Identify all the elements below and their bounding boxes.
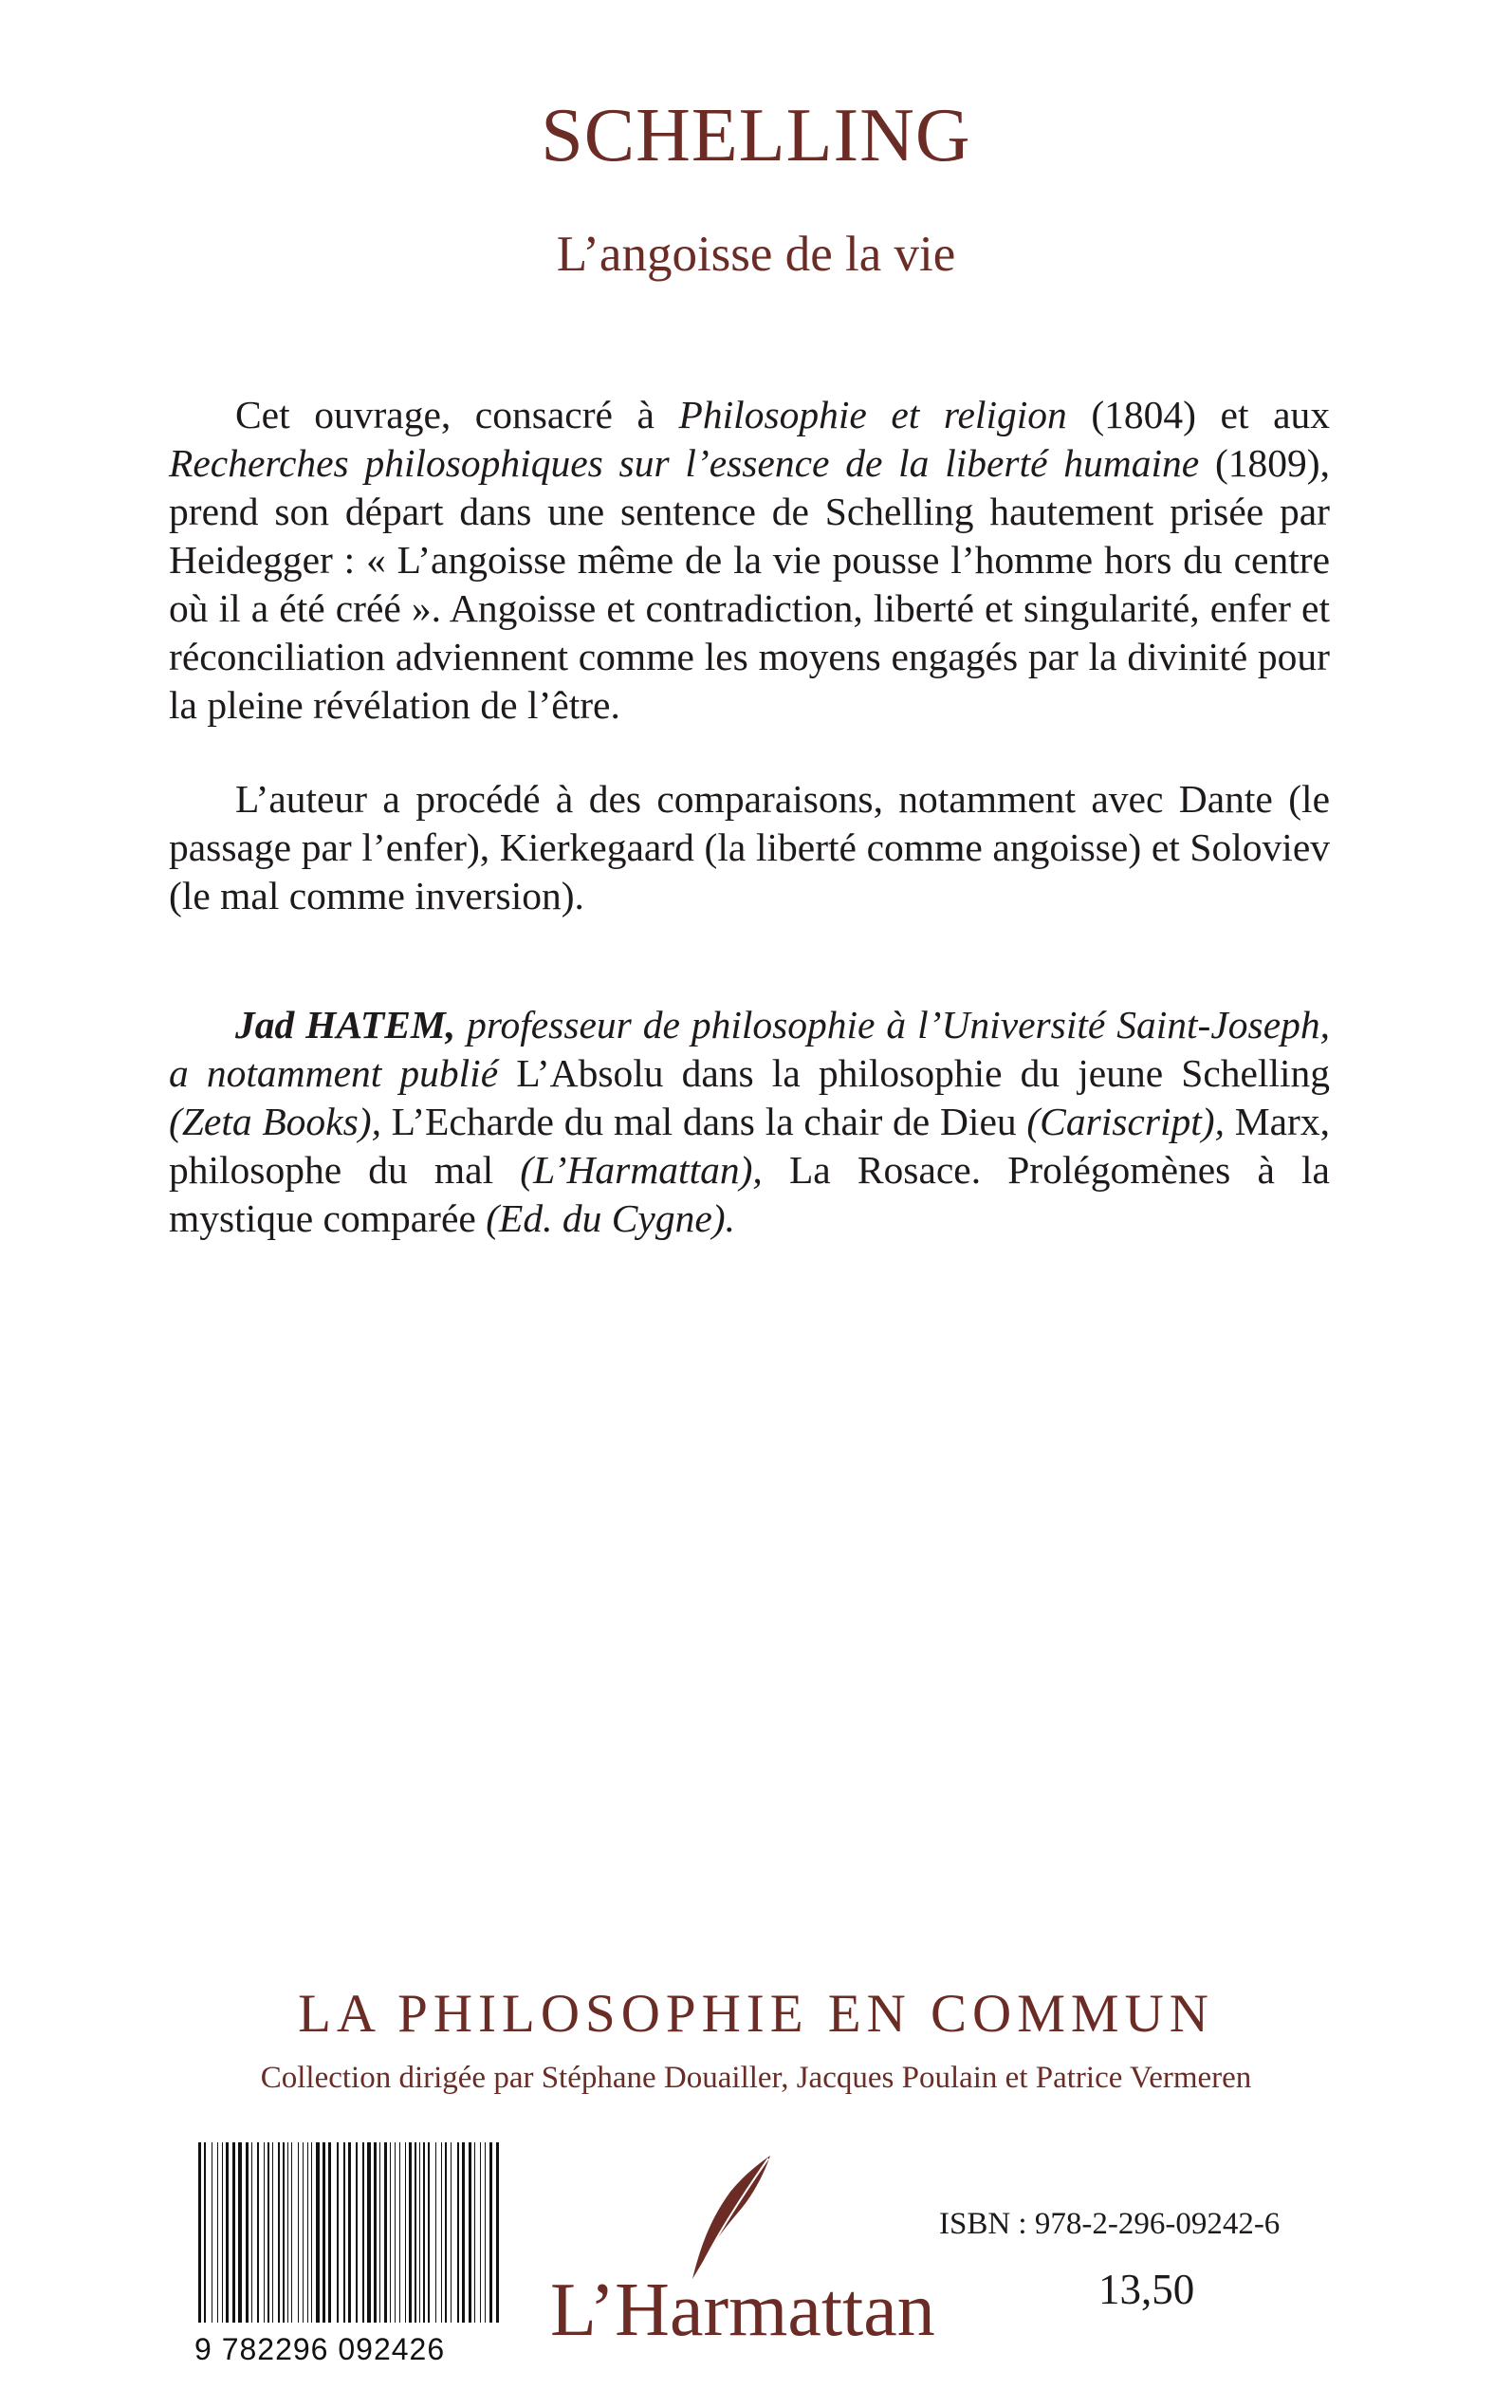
barcode-bar: [435, 2142, 436, 2323]
barcode-bar: [238, 2142, 242, 2323]
desc-work-1: Philosophie et religion: [678, 393, 1067, 436]
collection-name: LA PHILOSOPHIE EN COMMUN: [298, 1984, 1214, 2044]
barcode-bar: [198, 2142, 201, 2323]
barcode-bar: [419, 2142, 420, 2323]
author-role: professeur de philosophie à l’Université Saint-Joseph, a notamment publié: [169, 1003, 1330, 1095]
barcode-bar: [251, 2142, 252, 2323]
barcode: [194, 2142, 507, 2389]
barcode-bar: [323, 2142, 325, 2323]
author-bio: [169, 1001, 1330, 1243]
desc-text-2: (1804) et aux: [1066, 393, 1330, 436]
barcode-bar: [428, 2142, 430, 2323]
barcode-bar: [384, 2142, 387, 2323]
bio-book-4: La Rosace. Prolégomènes à la mystique comparée: [169, 1148, 1330, 1240]
barcode-bar: [485, 2142, 486, 2323]
barcode-bar: [496, 2142, 499, 2323]
bio-publisher-1: (Zeta Books),: [169, 1100, 381, 1143]
bio-publisher-2: (Cariscript),: [1026, 1100, 1225, 1143]
desc-text-3: (1809), prend son départ dans une sentence de Schelling hautement prisée par Heidegger : « L’angoisse même de la vie pousse l’homme hors du centre où il a été créé ». Angoisse et contradiction, liberté et singularité, enfer et réconciliation adviennent comme les moyens engagés par la divinité pour la pleine révélation de l’être.: [169, 441, 1330, 727]
collection-directors: Collection dirigée par Stéphane Douailler, Jacques Poulain et Patrice Vermeren: [260, 2061, 1252, 2095]
barcode-bar: [232, 2142, 235, 2323]
barcode-bar: [441, 2142, 442, 2323]
barcode-bar: [374, 2142, 377, 2323]
desc-work-2: Recherches philosophiques sur l’essence de la liberté humaine: [169, 441, 1200, 485]
book-subtitle: L’angoisse de la vie: [556, 227, 956, 282]
barcode-bar: [405, 2142, 406, 2323]
publisher-logo: [550, 2154, 935, 2372]
barcode-bar: [489, 2142, 492, 2323]
barcode-bar: [311, 2142, 312, 2323]
barcode-bar: [328, 2142, 331, 2323]
barcode-bar: [307, 2142, 308, 2323]
barcode-bar: [348, 2142, 351, 2323]
barcode-bar: [246, 2142, 249, 2323]
barcode-bar: [415, 2142, 416, 2323]
barcode-bar: [287, 2142, 288, 2323]
bio-book-1: L’Absolu dans la philosophie du jeune Schelling: [498, 1051, 1330, 1095]
barcode-bar: [267, 2142, 269, 2323]
barcode-bar: [272, 2142, 273, 2323]
barcode-bar: [264, 2142, 265, 2323]
author-name: Jad HATEM,: [235, 1003, 456, 1047]
bio-book-3: Marx, philosophe du mal: [169, 1100, 1330, 1192]
barcode-bar: [291, 2142, 292, 2323]
price: 13,50: [1098, 2266, 1195, 2313]
bio-publisher-3: (L’Harmattan),: [520, 1148, 763, 1192]
barcode-bar: [423, 2142, 425, 2323]
barcode-bar: [298, 2142, 299, 2323]
barcode-bar: [283, 2142, 285, 2323]
barcode-bar: [445, 2142, 447, 2323]
quill-icon: [550, 2154, 892, 2287]
barcode-bar: [474, 2142, 475, 2323]
isbn: ISBN : 978-2-296-09242-6: [939, 2207, 1281, 2241]
barcode-bar: [257, 2142, 259, 2323]
barcode-bar: [356, 2142, 358, 2323]
comparisons-paragraph: L’auteur a procédé à des comparaisons, notamment avec Dante (le passage par l’enfer), Kierkegaard (la liberté comme angoisse) et Soloviev (le mal comme inversion).: [169, 777, 1330, 917]
barcode-bar: [451, 2142, 452, 2323]
barcode-bar: [303, 2142, 304, 2323]
barcode-bar: [316, 2142, 320, 2323]
barcode-bar: [457, 2142, 459, 2323]
barcode-bar: [367, 2142, 371, 2323]
bio-publisher-4: (Ed. du Cygne).: [486, 1196, 735, 1240]
barcode-bar: [362, 2142, 364, 2323]
barcode-bar: [469, 2142, 471, 2323]
barcode-bar: [343, 2142, 345, 2323]
barcode-bar: [409, 2142, 412, 2323]
barcode-bar: [204, 2142, 206, 2323]
barcode-bar: [395, 2142, 396, 2323]
barcode-bar: [480, 2142, 481, 2323]
description-paragraph: [169, 391, 1330, 730]
barcode-bar: [217, 2142, 218, 2323]
barcode-bar: [278, 2142, 280, 2323]
barcode-bar: [226, 2142, 229, 2323]
barcode-bar: [379, 2142, 380, 2323]
barcode-bars: [194, 2142, 507, 2332]
publisher-name: L’Harmattan: [550, 2269, 935, 2352]
book-title: SCHELLING: [541, 94, 971, 177]
barcode-digits: 9 782296 092426: [194, 2332, 446, 2366]
bio-book-2: L’Echarde du mal dans la chair de Dieu: [380, 1100, 1027, 1143]
barcode-bar: [462, 2142, 465, 2323]
barcode-bar: [222, 2142, 223, 2323]
desc-text-1: Cet ouvrage, consacré à: [235, 393, 679, 436]
barcode-bar: [399, 2142, 400, 2323]
barcode-bar: [337, 2142, 339, 2323]
barcode-bar: [390, 2142, 391, 2323]
